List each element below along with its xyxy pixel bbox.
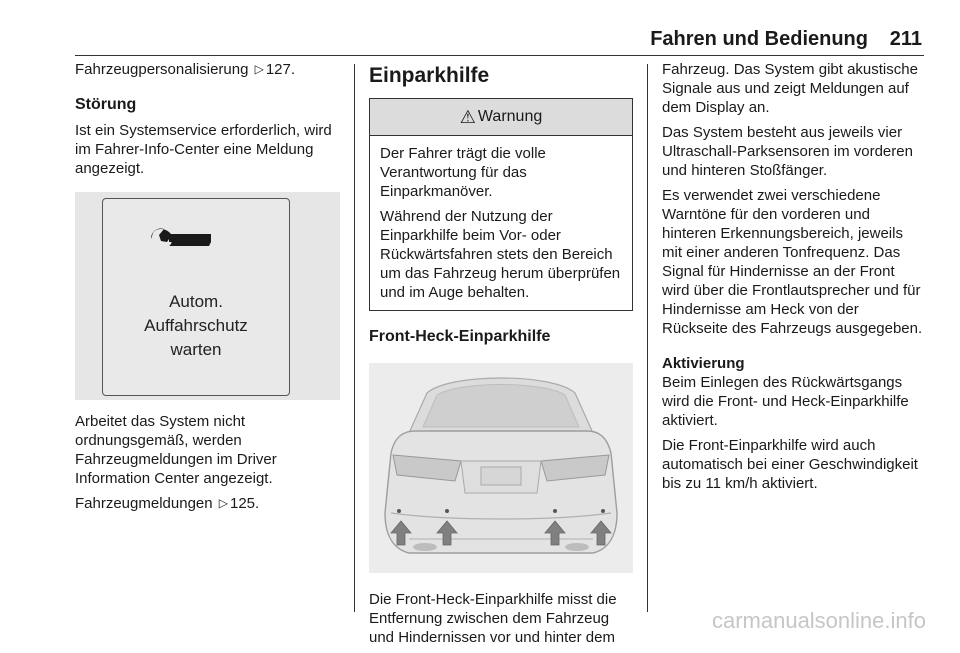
display-text [103, 290, 289, 362]
paragraph-service: Ist ein Systemservice erforderlich, wird im Fahrer-Info-Center eine Meldung angezeigt. [75, 122, 332, 177]
subheading-aktivierung: Aktivierung [662, 355, 745, 372]
paragraph-sensors: Das System besteht aus jeweils vier Ultraschall-Parksensoren im vorderen und hinteren Stoßfänger. [662, 124, 913, 179]
paragraph-malfunction: Arbeitet das System nicht ordnungsgemäß, werden Fahrzeugmeldungen im Driver Information Center angezeigt. [75, 413, 277, 487]
reference-text: Fahrzeugpersonalisierung [75, 61, 249, 78]
paragraph-front-heck: Die Front-Heck-Einparkhilfe misst die Entfernung zwischen dem Fahrzeug und Hindernissen vor und hinter dem [369, 591, 617, 646]
display-line-3: warten [170, 340, 222, 359]
column-1 [75, 60, 340, 519]
section-title-einparkhilfe: Einparkhilfe [369, 64, 490, 87]
display-line-2: Auffahrschutz [144, 316, 248, 335]
column-2 [369, 60, 633, 653]
paragraph-signals: Fahrzeug. Das System gibt akustische Signale aus und zeigt Meldungen auf dem Display an. [662, 61, 918, 116]
reference-text: Fahrzeugmeldungen [75, 495, 213, 512]
column-divider-2 [647, 64, 648, 612]
display-message-figure [75, 192, 340, 400]
subheading-front-heck: Front-Heck-Einparkhilfe [369, 328, 551, 345]
warning-label: Warnung [477, 108, 543, 125]
warning-box [369, 98, 633, 311]
display-screen [102, 198, 290, 396]
column-3 [662, 60, 926, 499]
reference-page: 125. [230, 495, 260, 512]
column-divider-1 [354, 64, 355, 612]
reference-page: 127. [265, 61, 296, 78]
reference-personalisierung[interactable] [75, 60, 340, 79]
header-title: Fahren und Bedienung [650, 28, 868, 50]
warning-triangle-icon: ⚠ [459, 106, 476, 127]
display-line-1: Autom. [169, 292, 223, 311]
page-ref-arrow-icon: ▷ [218, 496, 228, 510]
paragraph-auto-activation: Die Front-Einparkhilfe wird auch automatisch bei einer Geschwindigkeit bis zu 11 km/h aktiviert. [662, 437, 918, 492]
car-rear-sensors-figure [369, 363, 633, 573]
warning-header [370, 99, 632, 136]
warning-paragraph-1: Der Fahrer trägt die volle Verantwortung für das Einparkmanöver. [380, 145, 546, 200]
paragraph-activation: Beim Einlegen des Rückwärtsgangs wird die Front- und Heck-Einparkhilfe aktiviert. [662, 374, 909, 429]
section-heading-stoerung: Störung [75, 96, 137, 113]
watermark: carmanualsonline.info [711, 608, 926, 633]
warning-paragraph-2: Während der Nutzung der Einparkhilfe beim Vor- oder Rückwärtsfahren stets den Bereich um das Fahrzeug herum überprüfen und im Auge behalten. [380, 208, 621, 301]
paragraph-warning-tones: Es verwendet zwei verschiedene Warntöne für den vorderen und hinteren Erkennungsbereich, jeweils mit einer anderen Tonfrequenz. Das Signal für Hindernisse an der Front wird über die Frontlautsprecher und für Hindernisse am Heck von der Rückseite des Fahrzeugs ausgegeben. [662, 187, 923, 337]
wrench-icon [149, 225, 213, 253]
page-ref-arrow-icon: ▷ [254, 62, 264, 76]
reference-fahrzeugmeldungen[interactable] [75, 494, 340, 513]
page-number: 211 [889, 28, 922, 50]
warning-body [370, 136, 632, 310]
header-rule [75, 55, 924, 56]
